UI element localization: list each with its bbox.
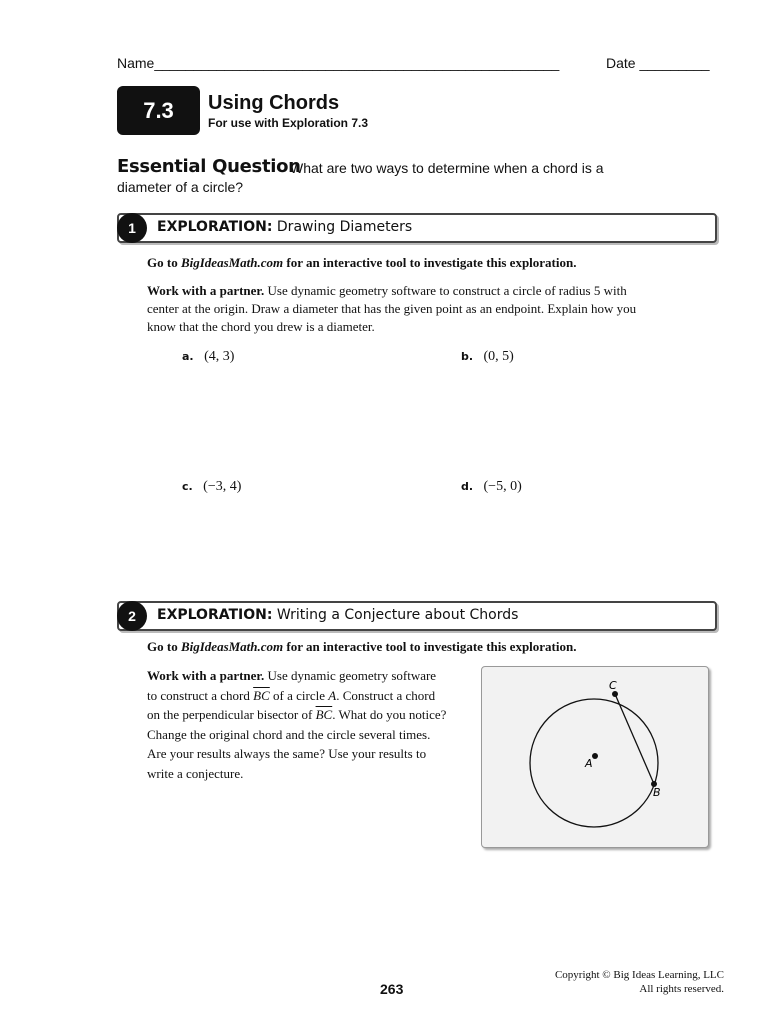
- line3a: on the perpendicular bisector of: [147, 707, 316, 722]
- instr-line-2: [147, 686, 477, 706]
- point-a: [592, 753, 598, 759]
- part-a-value: (4, 3): [204, 349, 235, 364]
- label-a: A: [585, 757, 593, 770]
- page-number: 263: [380, 981, 404, 997]
- essential-question-text: What are two ways to determine when a chord is a diameter of a circle?: [117, 160, 604, 195]
- instructions-text: Use dynamic geometry software to construct a circle of radius 5 with center at the origin. Draw a diameter that has the given point as an endpoint. Explain how you know that the chord you drew is a diameter.: [147, 283, 637, 334]
- exploration-1-instructions: [147, 282, 637, 336]
- exploration-2-instructions: [147, 666, 477, 783]
- part-a: [182, 347, 234, 365]
- part-c-label: c.: [182, 480, 193, 493]
- exploration-2-label: EXPLORATION:: [157, 607, 273, 623]
- part-d-value: (−5, 0): [483, 479, 522, 494]
- exploration-1-title: [157, 219, 412, 235]
- name-field[interactable]: [117, 55, 559, 71]
- essential-question-label: Essential Question: [117, 156, 301, 177]
- exploration-2-title-text: Writing a Conjecture about Chords: [276, 607, 519, 623]
- line2b: of a circle: [269, 687, 329, 703]
- date-label: Date: [606, 55, 636, 71]
- goto-site-link[interactable]: BigIdeasMath.com: [180, 255, 284, 270]
- goto-pre-2: Go to: [147, 639, 181, 654]
- line3b: . What do you notice?: [332, 707, 447, 722]
- goto-pre: Go to: [147, 255, 181, 270]
- instr-line-5: Are your results always the same? Use your results to: [147, 746, 427, 761]
- label-b: B: [653, 786, 661, 799]
- exploration-2-header: [117, 601, 717, 631]
- goto-site-link-2[interactable]: BigIdeasMath.com: [180, 639, 284, 654]
- exploration-2-number: 2: [117, 601, 147, 631]
- instr-line-3: [147, 705, 477, 725]
- part-d-label: d.: [461, 480, 474, 493]
- line2c: . Construct a chord: [336, 687, 436, 703]
- label-c: C: [609, 679, 617, 692]
- part-b-value: (0, 5): [483, 349, 514, 364]
- exploration-1-title-text: Drawing Diameters: [276, 219, 413, 235]
- part-b-label: b.: [461, 350, 474, 363]
- section-title: Using Chords: [208, 92, 340, 114]
- partner-label-2: Work with a partner.: [147, 668, 265, 683]
- line1: Use dynamic geometry software: [267, 668, 437, 683]
- name-label: Name: [117, 55, 155, 71]
- date-field[interactable]: [606, 55, 710, 71]
- section-subtitle: For use with Exploration 7.3: [208, 116, 369, 130]
- circle-a: A: [328, 687, 337, 703]
- date-blank: _________: [639, 55, 710, 71]
- part-c: [182, 477, 241, 495]
- circle-diagram: [482, 667, 708, 847]
- part-a-label: a.: [182, 350, 194, 363]
- partner-label: Work with a partner.: [147, 283, 265, 298]
- exploration-1-header: [117, 213, 717, 243]
- copyright: [540, 968, 724, 996]
- chord-bc: $\overline{BC}$: [253, 687, 270, 703]
- instr-line-4: Change the original chord and the circle several times.: [147, 726, 431, 742]
- chord-bc-line: [615, 694, 654, 784]
- part-d: [461, 477, 522, 495]
- copyright-line-1: Copyright © Big Ideas Learning, LLC: [554, 969, 724, 981]
- exploration-1-label: EXPLORATION:: [157, 219, 273, 235]
- goto-post: for an interactive tool to investigate this exploration.: [283, 255, 577, 270]
- exploration-1-number: 1: [117, 213, 147, 243]
- circle-a-shape: [530, 699, 658, 827]
- exploration-2-goto: [147, 639, 576, 655]
- goto-post-2: for an interactive tool to investigate this exploration.: [283, 639, 577, 654]
- instr-line-6: write a conjecture.: [147, 765, 244, 781]
- line2a: to construct a chord: [147, 687, 254, 703]
- copyright-line-2: All rights reserved.: [639, 983, 724, 995]
- name-blank: ____________________________________________________: [154, 55, 560, 71]
- part-b: [461, 347, 514, 365]
- section-number-badge: 7.3: [117, 86, 200, 135]
- part-c-value: (−3, 4): [203, 479, 242, 494]
- exploration-2-title: [157, 607, 518, 623]
- circle-chord-figure: [481, 666, 709, 848]
- chord-bc-2: $\overline{BC}$: [315, 707, 333, 722]
- instr-line-1: [147, 666, 477, 686]
- exploration-1-goto: [147, 255, 576, 271]
